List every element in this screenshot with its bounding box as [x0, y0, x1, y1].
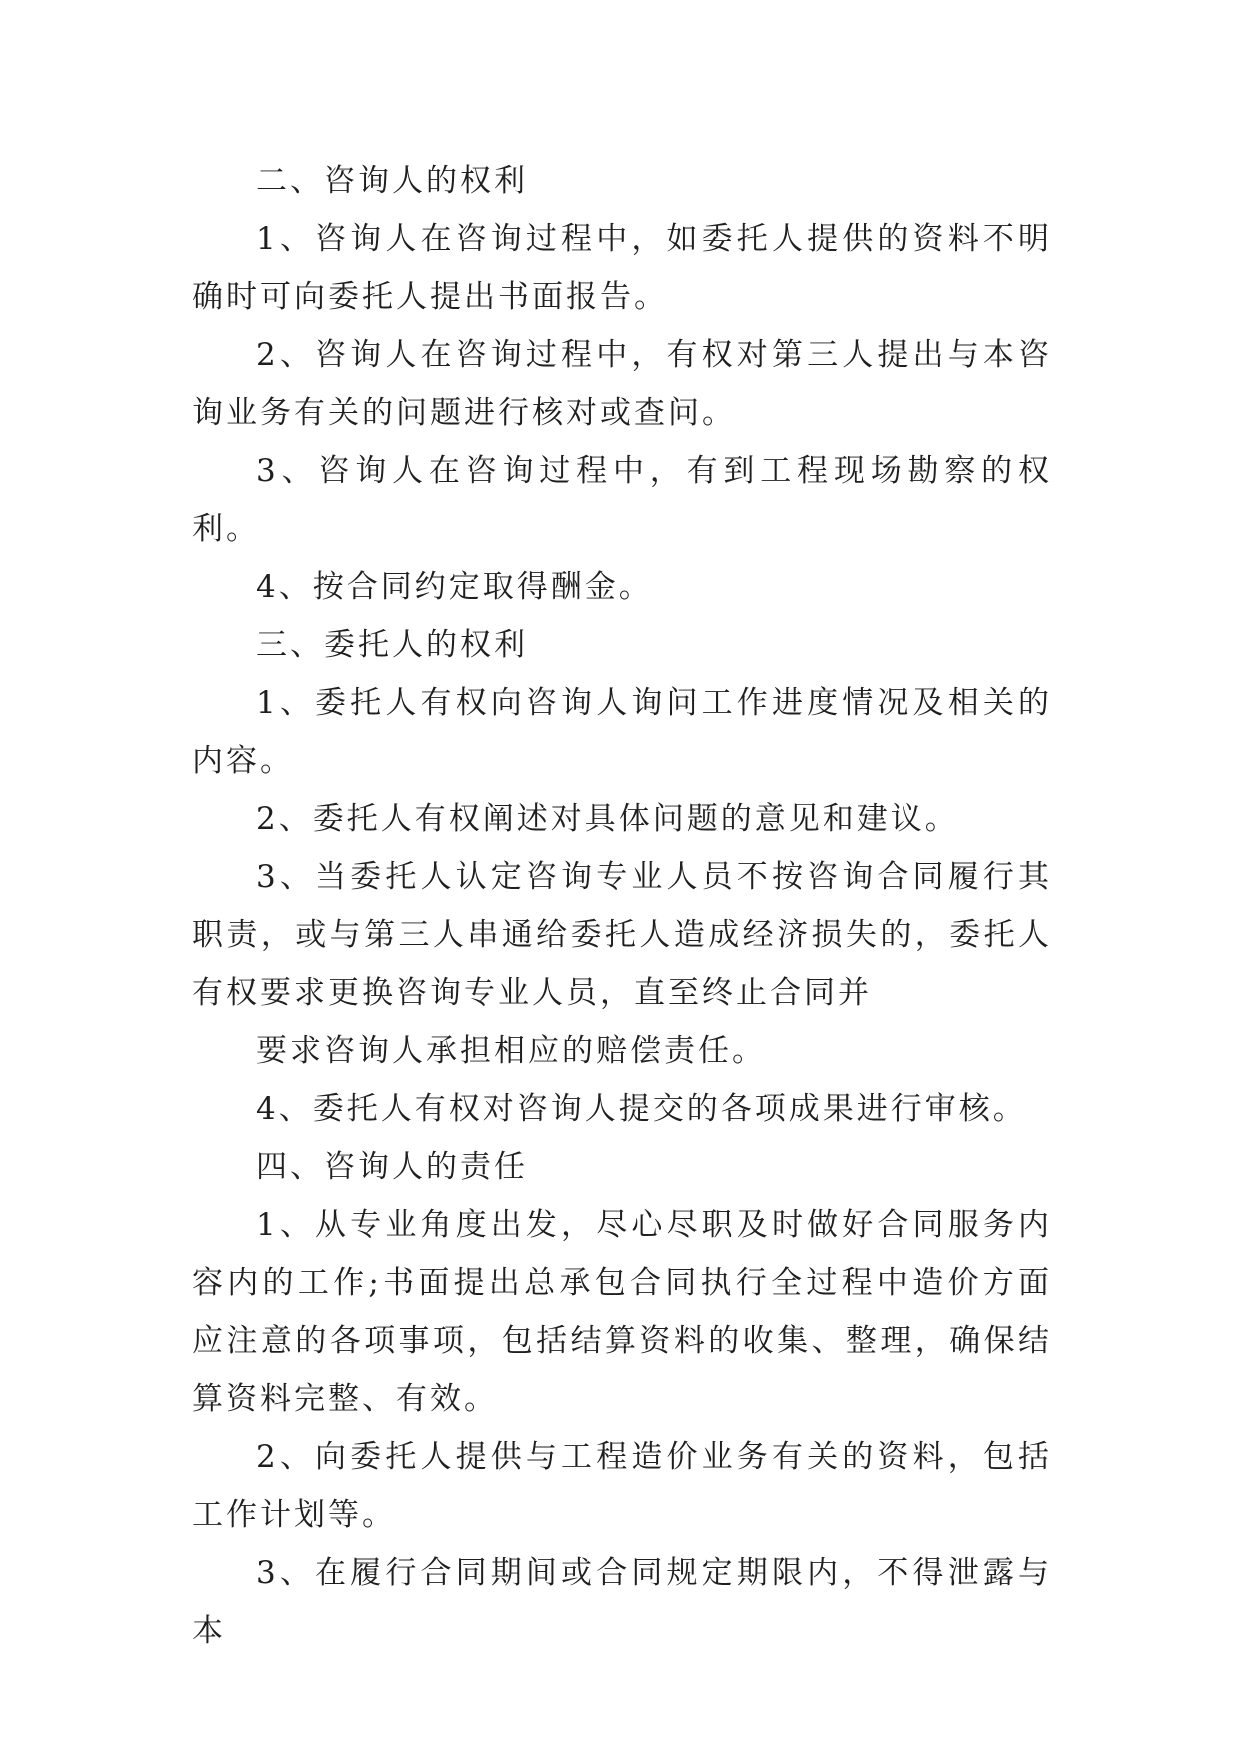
section-heading-client-rights: 三、委托人的权利	[256, 627, 528, 663]
paragraph-client-right-2: 2、委托人有权阐述对具体问题的意见和建议。	[256, 801, 959, 837]
paragraph-consultant-right-3: 3、咨询人在咨询过程中，有到工程现场勘察的权利。	[192, 453, 1052, 547]
paragraph-client-right-4: 4、委托人有权对咨询人提交的各项成果进行审核。	[256, 1091, 1027, 1127]
document-body	[192, 152, 1052, 1660]
section-heading-consultant-rights: 二、咨询人的权利	[256, 163, 528, 199]
paragraph-consultant-right-4: 4、按合同约定取得酬金。	[256, 569, 653, 605]
paragraph-client-right-1: 1、委托人有权向咨询人询问工作进度情况及相关的内容。	[192, 685, 1052, 779]
paragraph-consultant-responsibility-2: 2、向委托人提供与工程造价业务有关的资料，包括工作计划等。	[192, 1439, 1052, 1533]
paragraph-client-right-3-continued: 要求咨询人承担相应的赔偿责任。	[256, 1033, 766, 1069]
paragraph-consultant-right-1: 1、咨询人在咨询过程中，如委托人提供的资料不明确时可向委托人提出书面报告。	[192, 221, 1052, 315]
section-heading-consultant-responsibilities: 四、咨询人的责任	[256, 1149, 528, 1185]
paragraph-consultant-right-2: 2、咨询人在咨询过程中，有权对第三人提出与本咨询业务有关的问题进行核对或查问。	[192, 337, 1052, 431]
paragraph-client-right-3: 3、当委托人认定咨询专业人员不按咨询合同履行其职责，或与第三人串通给委托人造成经济损失的，委托人有权要求更换咨询专业人员，直至终止合同并	[192, 859, 1052, 1011]
paragraph-consultant-responsibility-3: 3、在履行合同期间或合同规定期限内，不得泄露与本	[192, 1555, 1052, 1649]
paragraph-consultant-responsibility-1: 1、从专业角度出发，尽心尽职及时做好合同服务内容内的工作;书面提出总承包合同执行全过程中造价方面应注意的各项事项，包括结算资料的收集、整理，确保结算资料完整、有效。	[192, 1207, 1052, 1417]
